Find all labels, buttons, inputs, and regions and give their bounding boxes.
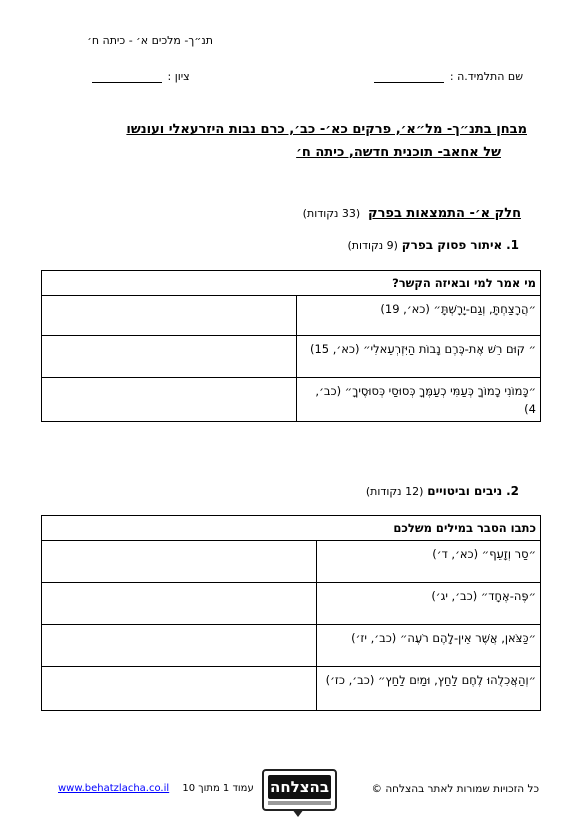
question2-verse-3: ״כַּצֹּאן, אֲשֶׁר אֵין-לָהֶם רֹעֶה״ (כב׳, יז׳): [317, 625, 541, 667]
question2-number: 2.: [506, 484, 519, 498]
logo-speech-tail: [292, 809, 304, 817]
question2-answer-1[interactable]: [42, 541, 317, 583]
question1-answer-1[interactable]: [42, 296, 297, 336]
question1-heading: [347, 238, 519, 252]
student-name-field[interactable]: [374, 72, 444, 83]
question2-heading: [366, 484, 519, 498]
footer-left: [58, 783, 254, 794]
grade-field[interactable]: [92, 72, 162, 83]
grade-label: ציון :: [167, 70, 190, 83]
site-logo: [262, 769, 337, 811]
question1-verse-2: ״ קוּם רֵשׁ אֶת-כֶּרֶם נָבוֹת הַיִּזְרְעֵאלִי״ (כא׳, 15): [297, 336, 541, 378]
student-name-row: [374, 70, 523, 83]
question2-table-header: כתבו הסבר במילים משלכם: [42, 516, 541, 541]
exam-title-line2: של אחאב- תוכנית חדשה, כיתה ח׳: [296, 145, 501, 160]
grade-row: [92, 70, 190, 83]
subject-header: תנ״ך- מלכים א׳ - כיתה ח׳: [87, 34, 213, 47]
section-a-points: (33 נקודות): [302, 207, 361, 220]
question2-answer-3[interactable]: [42, 625, 317, 667]
question1-table: [41, 270, 541, 422]
question1-number: 1.: [506, 238, 519, 252]
question2-table: [41, 515, 541, 711]
question1-points: (9 נקודות): [347, 239, 398, 252]
question1-table-header: מי אמר למי ובאיזה הקשר?: [42, 271, 541, 296]
question1-verse-1: ״הֲרָצַחְתָּ, וְגַם-יָרָשְׁתָּ״ (כא׳, 19): [297, 296, 541, 336]
logo-text: בהצלחה: [268, 775, 331, 799]
question2-verse-1: ״סַר וְזָעֵף״ (כא׳, ד׳): [317, 541, 541, 583]
question1-title: איתור פסוק בפרק: [401, 238, 503, 252]
question1-verse-3: ״כָּמוֹנִי כָמוֹךָ כְּעַמִּי כְעַמֶּךָ כְּסוּסַי כְּסוּסֶיךָ״ (כב׳, 4): [297, 378, 541, 422]
question1-answer-3[interactable]: [42, 378, 297, 422]
question2-verse-2: ״פֶּה-אֶחָד״ (כב׳, יג׳): [317, 583, 541, 625]
logo-underline: [268, 801, 331, 805]
question1-answer-2[interactable]: [42, 336, 297, 378]
footer-copyright: כל הזכויות שמורות לאתר בהצלחה ©: [371, 783, 539, 795]
question2-points: (12 נקודות): [365, 485, 424, 498]
question2-verse-4: ״וְהַאֲכִלֻהוּ לֶחֶם לַחַץ, וּמַיִם לַחַץ״ (כב׳, כז׳): [317, 667, 541, 711]
section-a-title: חלק א׳- התמצאות בפרק: [368, 206, 521, 221]
question2-title: ניבים וביטויים: [427, 484, 503, 498]
site-link[interactable]: www.behatzlacha.co.il: [58, 783, 170, 794]
exam-title-line1: מבחן בתנ״ך- מל״א׳, פרקים כא׳- כב׳, כרם נבות היזרעאלי ועונשו: [126, 122, 527, 137]
section-a-heading: [303, 206, 521, 221]
page-number: עמוד 1 מתוך 10: [182, 783, 254, 794]
question2-answer-4[interactable]: [42, 667, 317, 711]
student-name-label: שם התלמיד.ה :: [449, 70, 523, 83]
question2-answer-2[interactable]: [42, 583, 317, 625]
